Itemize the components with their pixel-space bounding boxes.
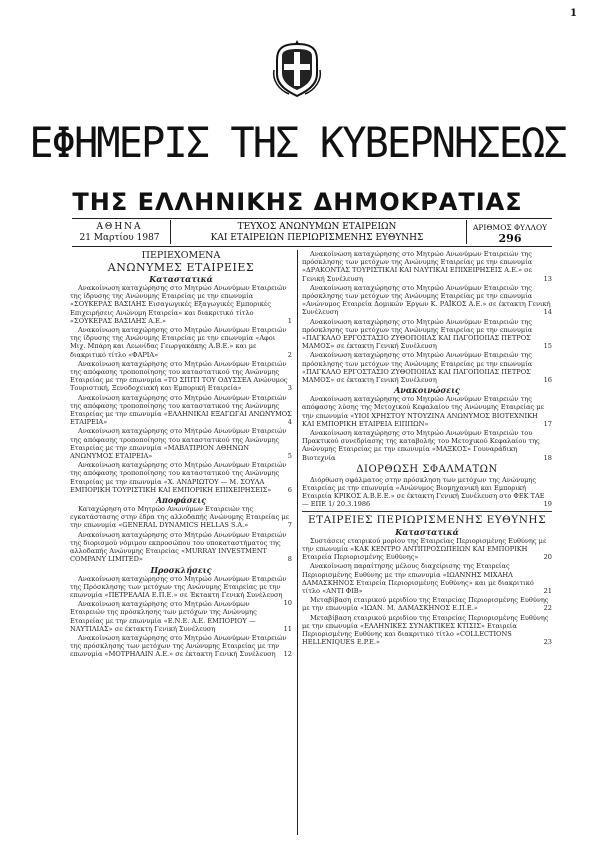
contents-entry xyxy=(70,284,292,325)
contents-entry-page: 10 xyxy=(283,599,292,608)
contents-entry-text: Ανακοίνωση καταχώρησης στο Μητρώο Ανωνύμων Εταιρειών της απόφασης λύσης της Μετοχικού Κεφαλαίου της Ανώνυμης Εταιρείας με την επωνυμία «ΥΙΟΙ ΧΡΗΣΤΟΥ ΝΤΟΥΖΙΝΑ ΑΝΩΝΥΜΟΣ ΒΙΟΤΕΧΝΙΚΗ ΚΑΙ ΕΜΠΟΡΙΚΗ ΕΤΑΙΡΕΙΑ ΕΙΠΠΩΝ» xyxy=(302,395,545,428)
contents-entry-text: Ανακοίνωση καταχώρησης στο Μητρώο Ανωνύμων Εταιρειών της ίδρυσης της Ανώνυμης Εταιρείας με την επωνυμία «ΣΟΥΚΕΡΑΣ ΒΑΣΙΛΗΣ Εισαγωγικές Εξαγωγικές Εμπορικές Επιχειρήσεις Ανώνυμη Εταιρεία» και διακριτικό τίτλο «ΣΟΥΚΕΡΑΣ ΒΑΣΙΛΗΣ Α.Ε.» xyxy=(70,284,287,325)
invitations-list xyxy=(70,575,292,659)
contents-entry xyxy=(302,476,552,509)
contents-entry xyxy=(70,531,292,564)
contents-entry xyxy=(70,574,292,608)
contents-entry-text: Ανακοίνωση καταχώρησης στο Μητρώο Ανωνύμων Εταιρειών της πρόσκλησης των μετόχων της Ανώνυμης Εταιρείας με την επωνυμία «Ανώνυμος Εταιρεία Δομικών Έργων Κ. ΡΑΪΚΟΣ Α.Ε.» σε έκτακτη Γενική Συνέλευση xyxy=(302,283,551,317)
issue-place-date xyxy=(72,222,167,244)
contents-entry xyxy=(302,429,552,462)
contents-entry-page: 12 xyxy=(283,650,292,659)
sheet-number: 296 xyxy=(498,232,522,245)
contents-entry-text: Διόρθωση σφάλματος στην πρόσκληση των μετόχων της Ανώνυμης Εταιρείας με την επωνυμία «Ανώνυμος Βιομηχανική και Εμπορική Εταιρεία ΚΡΙΚΟΣ Α.Β.Ε.Ε.» σε έκτακτη Γενική Συνέλευση στο ΦΕΚ ΤΑΕ — ΕΠΕ 1/ 20.3.1986 xyxy=(302,475,545,509)
contents-entry-page: 4 xyxy=(287,418,292,427)
subheading-decisions: Αποφάσεις xyxy=(155,495,207,506)
corrections-list xyxy=(302,476,552,509)
contents-entry xyxy=(70,634,292,659)
statutes-list xyxy=(70,284,292,494)
contents-entry xyxy=(70,600,292,633)
subheading-notices: Ανακοινώσεις xyxy=(394,385,460,396)
contents-entry-text: Ανακοίνωση καταχώρησης στο Μητρώο Ανωνύμων Εταιρειών της ίδρυσης της Ανώνυμης Εταιρείας με την επωνυμία «Αφοι Μιχ. Μπάρη και Λεωνίδας Γεωργακάκης Α.Β.Ε.» και με διακριτικό τίτλο «ΦΑΡΙΑ» xyxy=(70,326,287,359)
subheading-statutes-ltd: Καταστατικά xyxy=(395,526,459,537)
issue-type xyxy=(172,222,462,244)
contents-entry xyxy=(302,562,552,595)
right-column xyxy=(302,250,552,840)
contents-entry-text: Ανακοίνωση καταχώρησης στο Μητρώο Ανωνύμων Εταιρειών της απόφασης τροποποίησης του καταστατικού της Ανώνυμης Εταιρείας με την επωνυμία «ΤΟ ΣΠΙΤΙ ΤΟΥ ΟΔΥΣΣΕΑ Ανώνυμος Τουριστική, Ξενοδοχειακή και Εμπορική Εταιρεία» xyxy=(70,359,288,393)
corrections-heading: ΔΙΟΡΘΩΣΗ ΣΦΑΛΜΑΤΩΝ xyxy=(356,463,498,475)
contents-entry-page: 15 xyxy=(543,342,552,351)
section-anonymous-companies: ΑΝΩΝΥΜΕΣ ΕΤΑΙΡΕΙΕΣ xyxy=(107,261,255,274)
greek-coat-of-arms-emblem xyxy=(271,40,323,98)
contents-entry-page: 2 xyxy=(287,350,292,359)
issue-city: ΑΘΗΝΑ xyxy=(96,222,143,232)
contents-entry-text: Μεταβίβαση εταιρικού μεριδίου της Εταιρείας Περιορισμένης Ευθύνης με την επωνυμία «ΕΛΛΗΝΙΚΕΣ ΣΥΝΑΚΤΙΚΕΣ ΚΤΙΣΙΣ» Εταιρεία Περιορισμένης Ευθύνης και διακριτικό τίτλο «COLLECTIONS HELLENIQUES E.P.E.» xyxy=(302,613,549,647)
subheading-invitations: Προσκλήσεις xyxy=(150,564,212,575)
contents-entry xyxy=(302,614,552,647)
contents-entry xyxy=(302,537,552,562)
contents-entry xyxy=(302,395,552,428)
section-limited-liability: ΕΤΑΙΡΕΙΕΣ ΠΕΡΙΩΡΙΣΜΕΝΗΣ ΕΥΘΥΝΗΣ xyxy=(307,513,546,526)
masthead-title: ΕΦΗΜΕΡΙΣ ΤΗΣ ΚΥΒΕΡΝΗΣΕΩΣ xyxy=(29,118,566,167)
contents-entry-text: Καταχώρηση στο Μητρώο Ανωνύμων Εταιρειών της εγκατάστασης στην έδρα της αλλοδαπής Ανώνυμης Εταιρείας με την επωνυμία «GENERAL DYNAMICS HELLAS S.A.» xyxy=(70,505,290,530)
contents-entry xyxy=(70,394,292,427)
contents-entry xyxy=(302,351,552,384)
contents-entry-page: 17 xyxy=(543,419,552,428)
contents-entry-page: 16 xyxy=(543,376,552,385)
contents-entry-page: 6 xyxy=(287,485,292,494)
contents-entry xyxy=(302,318,552,351)
contents-entry xyxy=(70,505,292,530)
contents-entry-page: 13 xyxy=(543,274,552,283)
masthead-subtitle: ΤΗΣ ΕΛΛΗΝΙΚΗΣ ΔΗΜΟΚΡΑΤΙΑΣ xyxy=(72,188,523,216)
contents-entry-page: 21 xyxy=(543,586,552,595)
contents-entry-page: 20 xyxy=(543,553,552,562)
contents-entry-text: Ανακοίνωση καταχώρησης στο Μητρώο Ανωνύμων Εταιρειών της πρόσκλησης των μετόχων της Ανώνυμης Εταιρείας με την επωνυμία «ΠΑΓΚΑΛΟ ΕΡΓΟΣΤΑΣΙΟ ΖΥΘΟΠΟΙΙΑΣ ΚΑΙ ΠΑΓΟΠΟΙΙΑΣ ΠΕΤΡΟΣ ΜΑΜΟΣ» σε έκτακτη Γενική Συνέλευση xyxy=(302,351,533,385)
notices-list xyxy=(302,395,552,462)
header-divider-right xyxy=(466,220,467,244)
sheet-number-block xyxy=(468,222,552,244)
contents-entry-text: Ανακοίνωση καταχώρησης στο Μητρώο Ανωνύμων Εταιρειών της Πρόσκλησης των μετόχων της Ανώνυμης Εταιρείας με την επωνυμία «ΠΕΤΡΕΛΑΙΑ Ε.Π.Ε.» σε Έκτακτη Γενική Συνέλευση xyxy=(70,574,287,599)
contents-entry-text: Συστάσεις εταιρικού μορίου της Εταιρείας Περιορισμένης Ευθύνης με την επωνυμία «ΚΑΚ ΚΕΝΤΡΟ ΑΝΤΙΠΡΟΣΩΠΕΙΩΝ ΚΑΙ ΕΜΠΟΡΙΚΗ Εταιρεία Περιορισμένης Ευθύνης» xyxy=(302,536,547,562)
header-bottom-rule xyxy=(72,246,552,247)
contents-heading: ΠΕΡΙΕΧΟΜΕΝΑ xyxy=(141,250,221,261)
issue-type-line2: ΚΑΙ ΕΤΑΙΡΕΙΩΝ ΠΕΡΙΩΡΙΣΜΕΝΗΣ ΕΥΘΥΝΗΣ xyxy=(210,233,424,243)
issue-date: 21 Μαρτίου 1987 xyxy=(79,233,160,243)
decisions-list xyxy=(70,505,292,563)
page-number: 1 xyxy=(570,8,577,19)
contents-entry-page: 18 xyxy=(543,453,552,462)
contents-entry-text: Ανακοίνωση καταχώρησης στο Μητρώο Ανωνύμων Εταιρειών της πρόσκλησης των μετόχων της Ανώνυμης Εταιρείας με την επωνυμία «ΔΡΑΚΟΝΤΑΣ ΤΟΥΡΙΣΤΙΚΑΙ ΚΑΙ ΝΑΥΤΙΚΑΙ ΕΠΙΧΕΙΡΗΣΕΙΣ Α.Ε.» σε Γενική Συνέλευση xyxy=(302,250,533,283)
contents-entry-page: 22 xyxy=(543,604,552,613)
contents-entry-text: Ανακοίνωση καταχώρησης στο Μητρώο Ανωνύμων Εταιρειών της πρόσκλησης των μετόχων της Ανώνυμης Εταιρείας με την επωνυμία «Ε.Ν.Ε. Α.Ε. ΕΜΠΟΡΙΟΥ — ΝΑΥΤΙΛΙΑΣ» σε έκτακτη Γενική Συνέλευση xyxy=(70,600,257,633)
limited-liability-list xyxy=(302,537,552,647)
contents-entry-page: 1 xyxy=(287,316,292,325)
section-divider xyxy=(302,511,552,512)
contents-entry-page: 5 xyxy=(287,452,292,461)
contents-entry-text: Ανακοίνωση καταχώρησης στο Μητρώο Ανωνύμων Εταιρειών της απόφασης τροποποίησης του καταστατικού της Ανώνυμης Εταιρείας με την επωνυμία «Χ. ΑΝΔΡΙΩΤΟΥ — Μ. ΣΟΥΛΑ ΕΜΠΟΡΙΚΗ ΤΟΥΡΙΣΤΙΚΗ ΚΑΙ ΕΜΠΟΡΙΚΗ ΕΠΙΧΕΙΡΗΣΕΙΣ» xyxy=(70,461,287,494)
header-divider-left xyxy=(170,220,171,244)
contents-entry-text: Ανακοίνωση καταχώρησης στο Μητρώο Ανωνύμων Εταιρειών της πρόσκλησης των μετόχων της Ανώνυμης Εταιρείας με την επωνυμία «ΜΟΤΡΗΛΛΙΝ Α.Ε.» σε έκτακτη Γενική Συνέλευση xyxy=(70,633,287,659)
contents-entry xyxy=(70,461,292,494)
sheet-number-label: ΑΡΙΘΜΟΣ ΦΥΛΛΟΥ xyxy=(472,223,548,232)
contents-entry-text: Ανακοίνωση καταχώρησης στο Μητρώο Ανωνύμων Εταιρειών του Πρακτικού συνεδρίασης της καταβολής του Μετοχικού Κεφαλαίου της Ανώνυμης Εταιρείας με την επωνυμία «ΜΑΞΚΟΣ» Γουναράδικη Βιοτεχνία xyxy=(302,429,540,462)
contents-entry-page: 8 xyxy=(287,555,292,564)
contents-entry-page: 23 xyxy=(543,638,552,647)
contents-entry xyxy=(70,427,292,460)
contents-entry-text: Ανακοίνωση καταχώρησης στο Μητρώο Ανωνύμων Εταιρειών της διορισμού νόμιμου εκπροσώπου του υποκαταστήματος της αλλοδαπής Ανώνυμης Εταιρείας «MURRAY INVESTMENT COMPANY LIMITED» xyxy=(70,530,287,564)
contents-entry xyxy=(302,250,552,283)
contents-entry-text: Μεταβίβαση εταιρικού μεριδίου της Εταιρείας Περιορισμένης Ευθύνης με την επωνυμία «ΙΩΑΝ. Μ. ΔΑΜΑΣΚΗΝΟΣ Ε.Π.Ε.» xyxy=(302,596,549,613)
contents-entry-text: Ανακοίνωση καταχώρησης στο Μητρώο Ανωνύμων Εταιρειών της απόφασης τροποποίησης του καταστατικού της Ανώνυμης Εταιρείας με την επωνυμία «ΕΛΛΗΝΙΚΑΙ ΕΞΑΓΩΓΑΙ ΑΝΩΝΥΜΟΣ ΕΤΑΙΡΕΙΑ» xyxy=(70,393,292,427)
contents-entry-text: Ανακοίνωση καταχώρησης στο Μητρώο Ανωνύμων Εταιρειών της πρόσκλησης των μετόχων της Ανώνυμης Εταιρείας με την επωνυμία «ΠΑΓΚΑΛΟ ΕΡΓΟΣΤΑΣΙΟ ΖΥΘΟΠΟΙΙΑΣ ΚΑΙ ΠΑΓΟΠΟΙΙΑΣ ΠΕΤΡΟΣ ΜΑΜΟΣ» σε έκτακτη Γενική Συνέλευση xyxy=(302,317,533,351)
contents-entry-text: Ανακοίνωση παραίτησης μέλους διαχείρισης της Εταιρείας Περιορισμένης Ευθύνης με την επωνυμία «ΙΩΑΝΝΗΣ ΜΙΧΑΗΛ ΔΑΜΑΣΚΗΝΟΣ Εταιρεία Περιορισμένης Ευθύνης» και με διακριτικό τίτλο «ΑΝΤΙ ΦΙΒ» xyxy=(302,562,534,595)
column-divider xyxy=(297,250,298,835)
contents-entry xyxy=(302,284,552,317)
contents-entry-page: 19 xyxy=(543,500,552,509)
subheading-statutes: Καταστατικά xyxy=(149,274,213,284)
contents-entry-page: 7 xyxy=(287,521,292,530)
contents-entry-page: 14 xyxy=(543,308,552,317)
contents-entry xyxy=(70,360,292,393)
contents-entry-page: 3 xyxy=(287,384,292,393)
issue-type-line1: ΤΕΥΧΟΣ ΑΝΩΝΥΜΩΝ ΕΤΑΙΡΕΙΩΝ xyxy=(237,222,397,232)
contents-entry-page: 11 xyxy=(283,624,292,633)
left-column xyxy=(70,250,292,840)
contents-entry-text: Ανακοίνωση καταχώρησης στο Μητρώο Ανωνύμων Εταιρειών της απόφασης τροποποίησης του καταστατικού της Ανώνυμης Εταιρείας με την επωνυμία «ΜΑΒΑΤΙΡΙΟΝ ΑΘΗΝΩΝ ΑΝΩΝΥΜΟΣ ΕΤΑΙΡΕΙΑ» xyxy=(70,427,287,461)
invitations-continued-list xyxy=(302,250,552,384)
header-top-rule xyxy=(72,218,552,219)
contents-entry xyxy=(70,326,292,359)
contents-entry xyxy=(302,596,552,612)
